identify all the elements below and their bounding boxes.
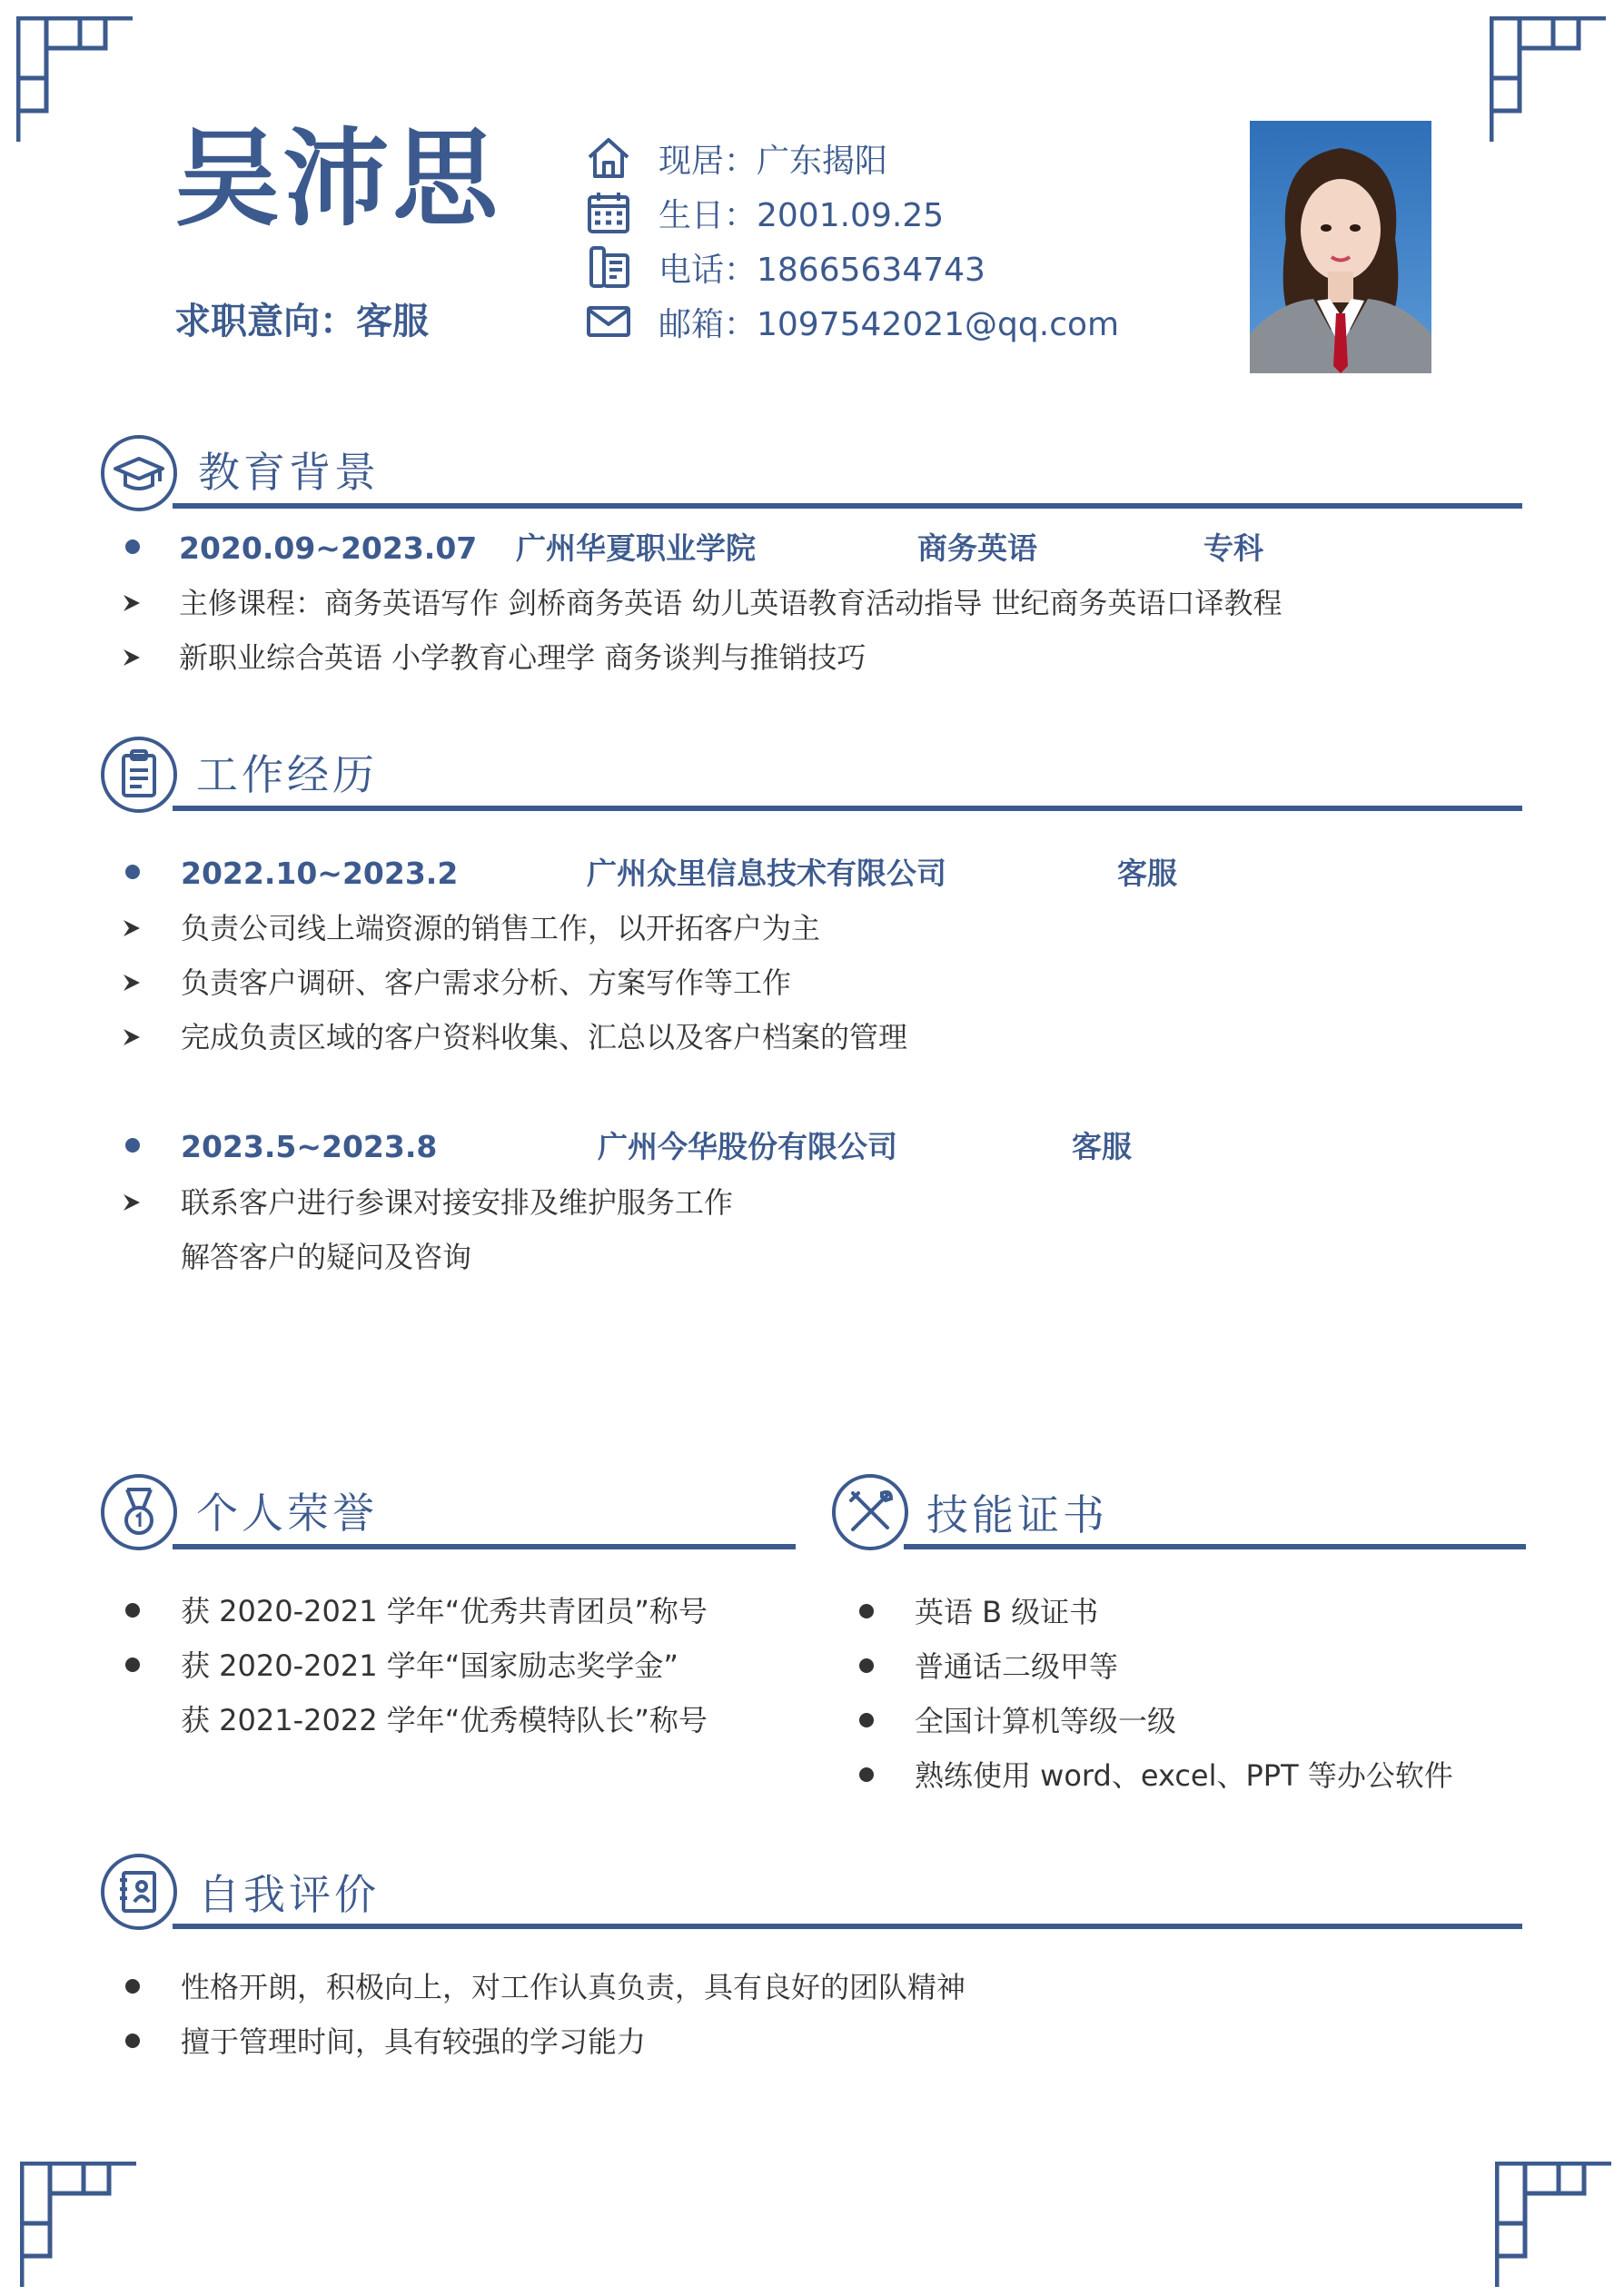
skill-item: 英语 B 级证书	[915, 1595, 1099, 1629]
bullet-dot	[125, 1138, 140, 1153]
bullet-dot	[859, 1767, 874, 1782]
chevron-arrow-icon	[122, 1193, 142, 1212]
section-rule	[173, 806, 1522, 811]
calendar-icon	[586, 190, 631, 235]
skill-item: 全国计算机等级一级	[915, 1704, 1177, 1738]
corner-ornament-icon	[1490, 16, 1608, 144]
self-eval-item: 擅于管理时间，具有较强的学习能力	[181, 2024, 647, 2059]
edu-courses-line-1: 主修课程：商务英语写作 剑桥商务英语 幼儿英语教育活动指导 世纪商务英语口译教程	[179, 586, 1282, 620]
section-rule	[904, 1544, 1526, 1549]
job2-period: 2023.5~2023.8	[181, 1129, 438, 1164]
profile-book-icon	[100, 1853, 178, 1931]
job2-company: 广州今华股份有限公司	[598, 1129, 897, 1164]
candidate-name: 吴沛思	[174, 118, 501, 241]
info-email	[586, 296, 1119, 347]
self-eval-item: 性格开朗，积极向上，对工作认真负责，具有良好的团队精神	[181, 1970, 966, 2004]
edu-major: 商务英语	[917, 530, 1037, 566]
corner-ornament-icon	[16, 16, 134, 144]
honor-item: 获 2021-2022 学年“优秀模特队长”称号	[181, 1703, 708, 1737]
section-rule	[173, 1924, 1522, 1929]
chevron-arrow-icon	[122, 648, 142, 668]
tools-icon	[831, 1473, 909, 1551]
profile-photo	[1250, 121, 1431, 373]
bullet-dot	[125, 865, 140, 879]
edu-degree: 专科	[1203, 530, 1263, 566]
info-phone	[586, 242, 985, 292]
bullet-dot	[859, 1604, 874, 1618]
phone-icon	[586, 244, 631, 290]
job-intent: 求职意向：客服	[174, 301, 429, 342]
skill-item: 普通话二级甲等	[915, 1649, 1119, 1684]
job1-company: 广州众里信息技术有限公司	[587, 856, 946, 891]
bullet-dot	[125, 2034, 140, 2048]
clipboard-icon	[100, 736, 178, 814]
job1-duty: 完成负责区域的客户资料收集、汇总以及客户档案的管理	[181, 1020, 908, 1054]
edu-school: 广州华夏职业学院	[516, 530, 756, 566]
honor-item: 获 2020-2021 学年“优秀共青团员”称号	[181, 1594, 708, 1628]
chevron-arrow-icon	[122, 973, 142, 993]
corner-ornament-icon	[1495, 2162, 1613, 2289]
section-title-skills: 技能证书	[926, 1490, 1108, 1539]
graduation-cap-icon	[100, 434, 178, 512]
residence-text: 现居：广东揭阳	[659, 142, 888, 180]
chevron-arrow-icon	[122, 1027, 142, 1047]
bullet-dot	[125, 1658, 140, 1672]
chevron-arrow-icon	[122, 918, 142, 938]
birthday-text: 生日：2001.09.25	[659, 196, 945, 234]
job1-duty: 负责公司线上端资源的销售工作，以开拓客户为主	[181, 911, 821, 945]
job2-duty: 解答客户的疑问及咨询	[181, 1240, 472, 1274]
job1-duty: 负责客户调研、客户需求分析、方案写作等工作	[181, 965, 792, 1000]
email-text: 邮箱：1097542021@qq.com	[659, 305, 1120, 343]
info-residence	[586, 133, 887, 183]
chevron-arrow-icon	[122, 593, 142, 613]
skill-item: 熟练使用 word、excel、PPT 等办公软件	[915, 1758, 1453, 1793]
bullet-dot	[125, 1979, 140, 1994]
edu-courses-line-2: 新职业综合英语 小学教育心理学 商务谈判与推销技巧	[179, 640, 866, 675]
bullet-dot	[859, 1713, 874, 1727]
job2-duty: 联系客户进行参课对接安排及维护服务工作	[181, 1185, 734, 1220]
phone-text: 电话：18665634743	[659, 251, 985, 289]
job1-period: 2022.10~2023.2	[181, 856, 459, 891]
edu-period: 2020.09~2023.07	[179, 530, 478, 566]
home-icon	[586, 135, 631, 181]
bullet-dot	[859, 1658, 874, 1673]
section-title-honors: 个人荣誉	[196, 1489, 378, 1538]
info-birthday	[586, 187, 944, 238]
section-rule	[173, 503, 1522, 509]
section-title-work: 工作经历	[196, 750, 378, 799]
corner-ornament-icon	[20, 2162, 138, 2289]
bullet-dot	[125, 539, 140, 554]
honor-item: 获 2020-2021 学年“国家励志奖学金”	[181, 1648, 678, 1683]
job1-role: 客服	[1117, 856, 1177, 891]
bullet-dot	[125, 1603, 140, 1618]
section-rule	[173, 1544, 796, 1549]
mail-icon	[586, 299, 631, 344]
section-title-education: 教育背景	[198, 448, 380, 497]
job2-role: 客服	[1072, 1129, 1132, 1164]
section-title-self-eval: 自我评价	[198, 1870, 380, 1919]
medal-icon	[100, 1473, 178, 1551]
